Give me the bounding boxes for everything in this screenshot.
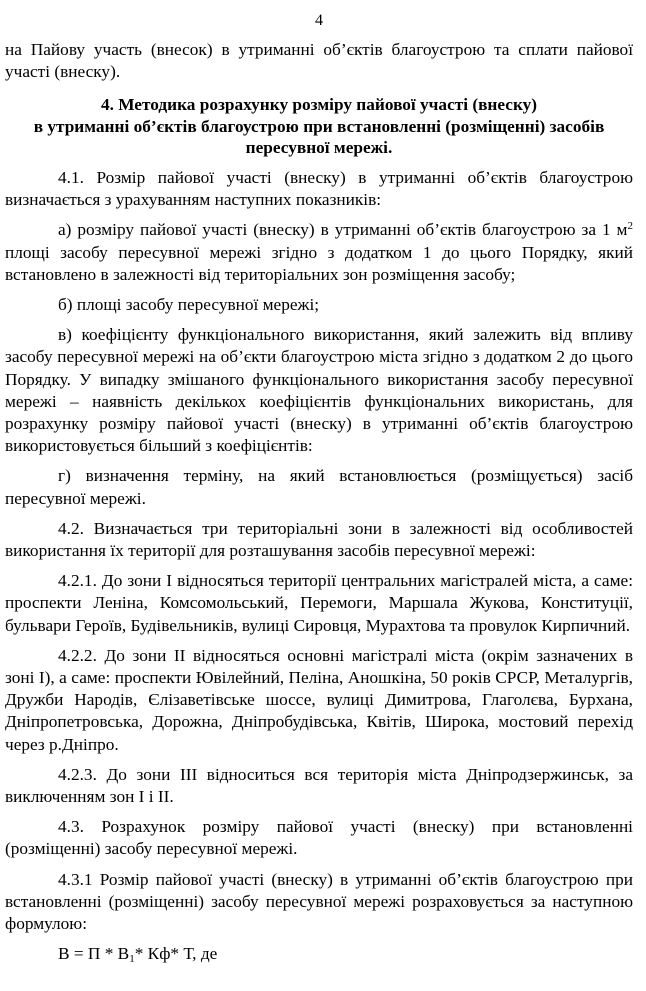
paragraph-g: г) визначення терміну, на який встановлюється (розміщується) засіб пересувної мережі.	[5, 466, 633, 508]
paragraph-4-2-2: 4.2.2. До зони ІІ відносяться основні магістралі міста (окрім зазначених в зоні І), а саме: проспекти Ювілейний, Пеліна, Аношкіна, 50 років СРСР, Металургів, Дружби Народів, Єлізаветівське шоссе, вулиці Димитрова, Глаголєва, Бурхана, Дніпропетровська, Дорожна, Дніпробудівська, Квітів, Широка, мостовий перехід через р.Дніпро.	[5, 645, 633, 754]
paragraph-a-text-before: а) розміру пайової участі (внеску) в утриманні об’єктів благоустрою за 1 м	[58, 220, 628, 240]
paragraph-4-2: 4.2. Визначається три територіальні зони в залежності від особливостей використання їх території для розташування засобів пересувної мережі:	[5, 518, 633, 560]
formula-text-before: В = П * В	[58, 944, 130, 964]
formula-text-after: * Кф* Т, де	[134, 944, 218, 964]
intro-continuation-paragraph: на Пайову участь (внесок) в утриманні об’єктів благоустрою та сплати пайової участі (внеску).	[5, 40, 633, 82]
section-heading-line-1: 4. Методика розрахунку розміру пайової участі (внеску)	[100, 95, 538, 115]
paragraph-4-2-1: 4.2.1. До зони І відносяться території центральних магістралей міста, а саме: проспекти Леніна, Комсомольський, Перемоги, Маршала Жукова, Конституції, бульвари Героїв, Будівельників, вулиці Сировця, Мурахтова та провулок Кирпичний.	[5, 571, 633, 635]
paragraph-b: б) площі засобу пересувної мережі;	[58, 294, 320, 314]
document-page	[5, 0, 633, 965]
section-heading-line-3: пересувної мережі.	[245, 138, 393, 158]
paragraph-4-2-3: 4.2.3. До зони ІІІ відноситься вся територія міста Дніпродзержинськ, за виключенням зон І і ІІ.	[5, 764, 633, 806]
section-heading-line-2: в утриманні об’єктів благоустрою при встановленні (розміщенні) засобів	[33, 116, 605, 136]
paragraph-4-1: 4.1. Розмір пайової участі (внеску) в утриманні об’єктів благоустрою визначається з урахуванням наступних показників:	[5, 167, 633, 210]
paragraph-a-text-after: площі засобу пересувної мережі згідно з додатком 1 до цього Порядку, який встановлено в залежності від територіальних зон розміщення засобу;	[5, 242, 633, 284]
paragraph-4-3: 4.3. Розрахунок розміру пайової участі (внеску) при встановленні (розміщенні) засобу пересувної мережі.	[5, 817, 633, 859]
paragraph-a	[5, 219, 633, 286]
formula	[5, 943, 633, 965]
page-number: 4	[315, 12, 323, 29]
section-heading	[5, 94, 633, 159]
formula-subscript: 1	[129, 953, 135, 966]
paragraph-4-3-1: 4.3.1 Розмір пайової участі (внеску) в утриманні об’єктів благоустрою при встановленні (розміщенні) засобу пересувної мережі розраховується за наступною формулою:	[5, 869, 633, 933]
paragraph-v: в) коефіцієнту функціонального використання, який залежить від впливу засобу пересувної мережі на об’єкти благоустрою міста згідно з додатком 2 до цього Порядку. У випадку змішаного функціонального використання засобу пересувної мережі – наявність декількох коефіцієнтів функціональних використань, для розрахунку розміру пайової участі (внеску) в утриманні об’єктів благоустрою використовується більший з коефіцієнтів:	[5, 325, 633, 456]
square-superscript: 2	[627, 220, 633, 233]
